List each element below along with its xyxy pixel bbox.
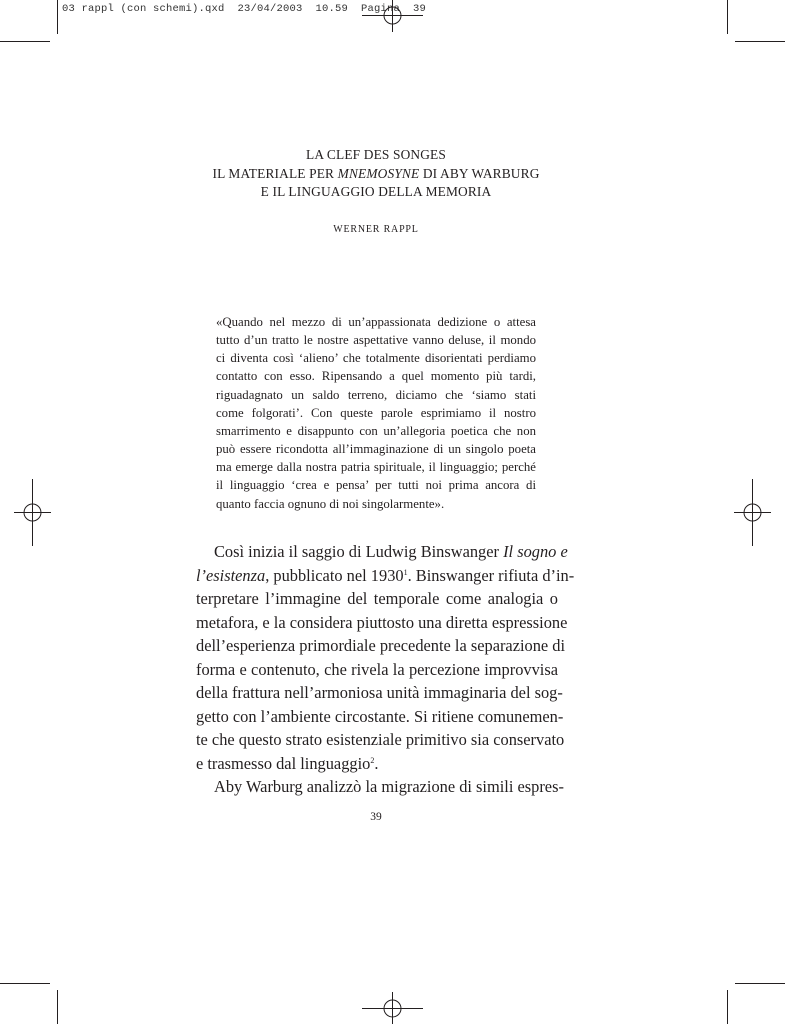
footnote-ref-1[interactable]: 1	[403, 567, 408, 577]
body-text-run: . Binswanger rifiuta d’in-	[407, 565, 575, 585]
quote-line: «Quando nel mezzo di un’appassionata dedizione o attesa	[216, 315, 536, 329]
quote-line: riguadagnato un saldo terreno, diciamo che ‘siamo stati	[216, 387, 536, 402]
body-text-run: , pubblicato nel 1930	[265, 565, 404, 585]
quote-line: quanto faccia ognuno di noi singolarmente».	[216, 496, 445, 511]
quote-line: smarrimento e disappunto con un’allegoria poetica che non	[216, 423, 536, 438]
quote-line: il linguaggio ‘crea e pensa’ per tutti noi prima ancora di	[216, 478, 536, 493]
quote-line: contatto con esso. Ripensando a quel momento più tardi,	[216, 369, 536, 384]
article-title	[180, 146, 572, 202]
body-italic-run: Il sogno e	[503, 542, 568, 561]
body-line-paragraph-2: Aby Warburg analizzò la migrazione di simili espres-	[214, 777, 564, 796]
body-line: getto con l’ambiente circostante. Si ritiene comunemen-	[196, 706, 564, 726]
registration-mark-bottom	[362, 992, 423, 1024]
footnote-ref-2[interactable]: 2	[370, 755, 375, 765]
body-line: della frattura nell’armoniosa unità immaginaria del sog-	[196, 683, 563, 702]
title-line-2-italic: MNEMOSYNE	[337, 165, 420, 181]
author-name: WERNER RAPPL	[333, 224, 419, 235]
page-number: 39	[370, 811, 382, 823]
body-line: terpretare l’immagine del temporale come analogia o	[196, 589, 558, 608]
quote-line: come folgorati’. Con queste parole esprimiamo il nostro	[216, 405, 536, 420]
file-slug: 03 rappl (con schemi).qxd 23/04/2003 10.59 Pagina 39	[62, 3, 427, 15]
body-text	[196, 540, 575, 799]
title-line-3: E IL LINGUAGGIO DELLA MEMORIA	[260, 184, 492, 199]
body-text-run: e trasmesso dal linguaggio	[196, 753, 371, 773]
quote-line: può essere ricondotta all’immaginazione di un singolo poeta	[216, 442, 536, 457]
quote-line: tutto d’un tratto le nostre aspettative vanno deluse, il mondo	[216, 333, 536, 348]
body-line	[196, 564, 575, 588]
body-line: metafora, e la considera piuttosto una diretta espressione	[196, 612, 568, 632]
body-line: forma e contenuto, che rivela la percezione improvvisa	[196, 659, 558, 679]
epigraph-quote	[216, 313, 536, 513]
body-line	[196, 540, 568, 564]
body-text-run: .	[374, 753, 379, 773]
title-line-2	[180, 165, 572, 184]
body-line: te che questo strato esistenziale primitivo sia conservato	[196, 730, 565, 749]
registration-mark-top	[362, 0, 423, 32]
body-line	[196, 752, 558, 776]
registration-mark-left	[14, 479, 51, 546]
body-text-run: Così inizia il saggio di Ludwig Binswanger	[214, 542, 504, 561]
title-line-1: LA CLEF DES SONGES	[306, 147, 446, 162]
quote-line: ma emerge dalla nostra patria spirituale, il linguaggio; perché	[216, 460, 536, 475]
registration-mark-right	[734, 479, 771, 546]
quote-line: ci diventa così ‘alieno’ che totalmente disorientati perdiamo	[216, 351, 536, 366]
title-line-2-end: DI ABY WARBURG	[419, 165, 540, 181]
title-line-2-start: IL MATERIALE PER	[212, 165, 338, 181]
body-line: dell’esperienza primordiale precedente la separazione di	[196, 636, 566, 655]
body-italic-run: l’esistenza	[196, 565, 266, 585]
